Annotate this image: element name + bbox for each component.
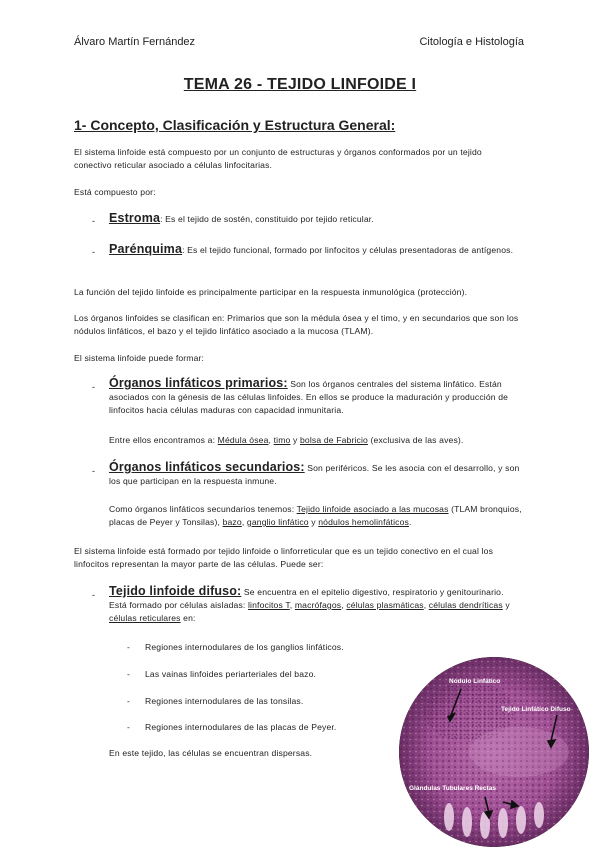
primarios-text: Son los órganos centrales del sistema linfático. Están asociados con la génesis de las células linfoides. En ellos se produce la maduración y producción de linfocitos hacia células maduras con capacidad inmunitaria. bbox=[109, 379, 509, 415]
separator: y bbox=[290, 435, 300, 445]
micrograph-image bbox=[399, 657, 589, 847]
term-parenquima: Parénquima bbox=[109, 242, 183, 256]
term-estroma: Estroma bbox=[109, 211, 161, 225]
example-timo: timo bbox=[273, 435, 291, 445]
bullet-dash: - bbox=[92, 247, 96, 257]
cell-dendriticas: células dendríticas bbox=[428, 600, 503, 610]
sub-bullet-dash: - bbox=[127, 642, 131, 652]
secundarios-text: Son periféricos. Se les asocia con el desarrollo, y son los que participan en la respuesta inmune. bbox=[109, 463, 520, 486]
bullet-dash: - bbox=[92, 590, 96, 600]
paragraph-function: La función del tejido linfoide es principalmente participar en la respuesta inmunológica (protección). bbox=[74, 287, 468, 297]
paragraph-tissue: El sistema linfoide está formado por tejido linfoide o linforreticular que es un tejido conectivo en el cual los linfocitos representan la mayor parte de las células. Puede ser: bbox=[74, 546, 494, 569]
separator: , bbox=[423, 600, 429, 610]
bullet-dash: - bbox=[92, 216, 96, 226]
page-title: TEMA 26 - TEJIDO LINFOIDE I bbox=[183, 76, 417, 93]
separator: , bbox=[268, 435, 274, 445]
list-item: Regiones internodulares de las tonsilas. bbox=[145, 696, 304, 706]
cell-reticulares: células reticulares bbox=[109, 613, 181, 623]
item-parenquima bbox=[109, 243, 519, 257]
term-secundarios: Órganos linfáticos secundarios: bbox=[109, 460, 305, 474]
examples-end: . bbox=[408, 517, 412, 527]
examples-intro: Como órganos linfáticos secundarios tenemos: bbox=[109, 504, 297, 514]
figure-label-nodulo: Nódulo Linfático bbox=[449, 678, 501, 685]
paragraph-classification: Los órganos linfoides se clasifican en: Primarios que son la médula ósea y el timo, y en secundarios que son los nódulos linfáticos, el bazo y el tejido linfático asociado a la mucosa (TLAM). bbox=[74, 313, 519, 336]
sub-bullet-dash: - bbox=[127, 669, 131, 679]
term-difuso: Tejido linfoide difuso: bbox=[109, 584, 242, 598]
paragraph-forms: El sistema linfoide puede formar: bbox=[74, 353, 205, 363]
cell-plasmaticas: células plasmáticas bbox=[346, 600, 424, 610]
sub-bullet-dash: - bbox=[127, 722, 131, 732]
header-author: Álvaro Martín Fernández bbox=[74, 36, 196, 48]
figure-label-glandulas: Glándulas Tubulares Rectas bbox=[409, 785, 496, 792]
paragraph-closing: En este tejido, las células se encuentran dispersas. bbox=[109, 748, 313, 758]
example-bolsa: bolsa de Fabricio bbox=[299, 435, 368, 445]
difuso-text: Se encuentra en el epitelio digestivo, respiratorio y genitourinario. Está formado por células aisladas: bbox=[109, 587, 504, 610]
header-subject: Citología e Histología bbox=[419, 36, 524, 48]
examples-end: (exclusiva de las aves). bbox=[367, 435, 464, 445]
list-item: Las vainas linfoides periarteriales del bazo. bbox=[145, 669, 317, 679]
estroma-text: : Es el tejido de sostén, constituido por tejido reticular. bbox=[160, 214, 374, 224]
paragraph-intro: El sistema linfoide está compuesto por un conjunto de estructuras y órganos conformados por un tejido conectivo reticular asociado a células linfocitarias. bbox=[74, 147, 482, 170]
item-primarios bbox=[109, 377, 521, 417]
histology-micrograph bbox=[399, 657, 589, 847]
primarios-examples bbox=[109, 434, 521, 447]
paragraph-composed: Está compuesto por: bbox=[74, 187, 156, 197]
section-heading: 1- Concepto, Clasificación y Estructura General: bbox=[74, 117, 396, 133]
examples-intro: Entre ellos encontramos a: bbox=[109, 435, 218, 445]
bullet-dash: - bbox=[92, 466, 96, 476]
difuso-end: en: bbox=[180, 613, 196, 623]
separator: , bbox=[341, 600, 347, 610]
separator: , bbox=[289, 600, 295, 610]
cell-linfocitos: linfocitos T bbox=[248, 600, 290, 610]
item-estroma bbox=[109, 212, 519, 226]
list-item: Regiones internodulares de los ganglios linfáticos. bbox=[145, 642, 344, 652]
separator: , bbox=[241, 517, 247, 527]
bullet-dash: - bbox=[92, 382, 96, 392]
term-primarios: Órganos linfáticos primarios: bbox=[109, 376, 288, 390]
item-secundarios bbox=[109, 461, 521, 488]
example-tlam: Tejido linfoide asociado a las mucosas bbox=[296, 504, 449, 514]
example-hemolinfaticos: nódulos hemolinfáticos bbox=[318, 517, 409, 527]
example-tlam-tail: (TLAM bronquios, placas de Peyer y Tonsilas), bbox=[109, 504, 522, 527]
cell-macrofagos: macrófagos bbox=[294, 600, 342, 610]
example-bazo: bazo bbox=[222, 517, 242, 527]
separator: y bbox=[308, 517, 319, 527]
example-ganglio: ganglio linfático bbox=[246, 517, 309, 527]
sub-bullet-dash: - bbox=[127, 696, 131, 706]
list-item: Regiones internodulares de las placas de Peyer. bbox=[145, 722, 337, 732]
separator: y bbox=[502, 600, 510, 610]
secundarios-examples bbox=[109, 503, 529, 529]
example-medula: Médula ósea bbox=[217, 435, 269, 445]
figure-label-difuso: Tejido Linfático Difuso bbox=[501, 706, 571, 713]
item-difuso bbox=[109, 585, 519, 625]
parenquima-text: : Es el tejido funcional, formado por linfocitos y células presentadoras de antígenos. bbox=[182, 245, 514, 255]
